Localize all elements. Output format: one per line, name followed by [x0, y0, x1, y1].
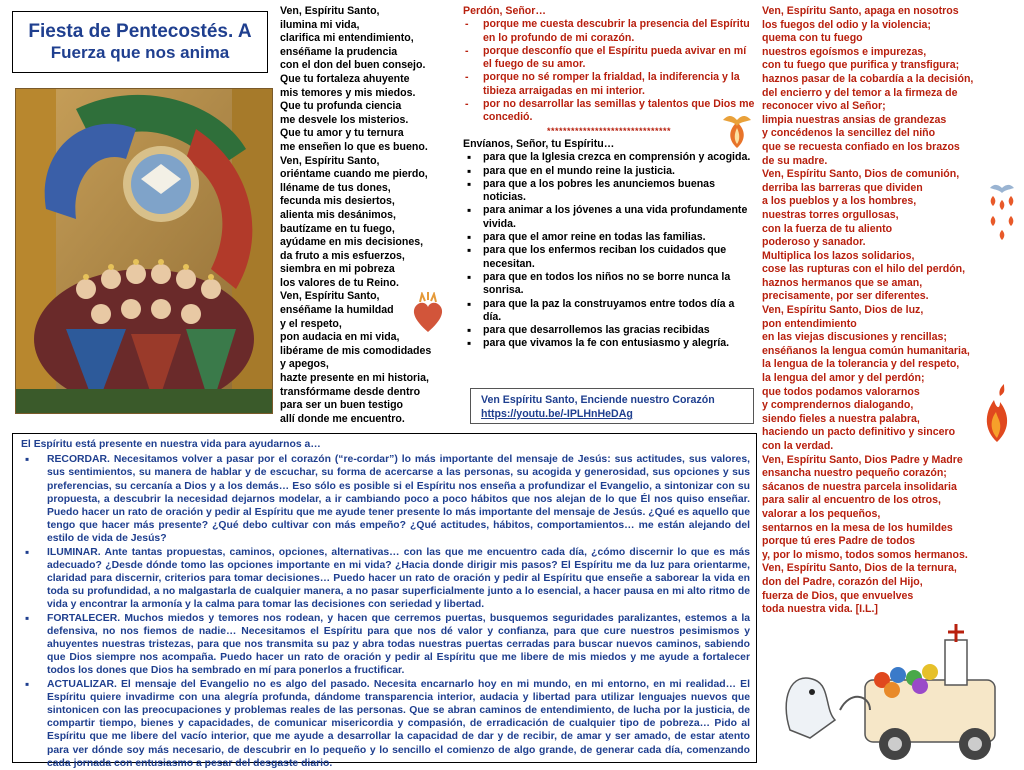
- prayer-line: mis temores y mis miedos.: [280, 86, 416, 99]
- prayer-line: Ven, Espíritu Santo,: [280, 5, 380, 17]
- prayer-line: los fuegos del odio y la violencia;: [762, 18, 931, 31]
- forgiveness-heading: Perdón, Señor…: [463, 5, 546, 17]
- prayer-line: allí donde me encuentro.: [280, 412, 405, 425]
- pentecost-illumination-image: [15, 88, 273, 414]
- prayer-line: sentarnos en la mesa de los humildes: [762, 521, 953, 534]
- prayer-line: con la verdad.: [762, 440, 834, 452]
- prayer-line: y, por lo mismo, todos somos hermanos.: [762, 548, 968, 561]
- list-item: ▪ RECORDAR. Necesitamos volver a pasar por el corazón (“re-cordar”) lo más importante del mensaje de Jesús: sus actitudes, sus valores, sus sentimientos, su manera de hablar y de escuchar, su forma de acercarse a las personas, su acogida y generosidad, sus opciones y sus preferencias, su cercanía a Dios y a los demás… Eso sólo es posible si el Espíritu nos enseña a profundizar el Evangelio, a sintonizar con su propuesta, a descubrir la necesidad dejarnos modelar, a ir cambiando poco a poco hábitos que nos alejan de lo que Él nos quiso enseñar. Puedo hacer un rato de oración y pedir al Espíritu que me ayude tener presente lo más importante del mensaje de Jesús. ¿Qué es aquello que tengo que hacer más presente? ¿Qué debo cultivar con más empeño? ¿Qué actitudes, hábitos, comportamientos… me están alejando del estilo de vida de Jesús?: [21, 453, 750, 545]
- forgiveness-list: [463, 18, 755, 124]
- prayer-line: Multiplica los lazos solidarios,: [762, 249, 915, 262]
- list-item: ▪ para que en todos los niños no se borre nunca la sonrisa.: [463, 271, 755, 298]
- prayer-line: enséñanos la lengua común humanitaria,: [762, 344, 970, 357]
- prayer-line: don del Padre, corazón del Hijo,: [762, 575, 923, 588]
- prayer-line: que se recuesta confiado en los brazos: [762, 140, 960, 153]
- list-item: - porque no sé romper la frialdad, la indiferencia y la tibieza arraigadas en mi interior.: [463, 71, 755, 98]
- prayer-line: derriba las barreras que dividen: [762, 181, 923, 194]
- prayer-column-1: [280, 5, 458, 426]
- reflection-box: [12, 433, 757, 769]
- list-item: ▪ ILUMINAR. Ante tantas propuestas, caminos, opciones, alternativas… con las que me encuentro cada día, ¿cómo discernir lo que es más adecuado? ¿Desde dónde tomo las opciones importante en mi vida? ¿Hacia donde dirigir mis pasos? El Espíritu me da luz para orientarme, claridad para discernir, criterios para tomar decisiones… Puedo hacer un rato de oración y pedir al Espíritu que enseñe a saborear la vida en toda su profundidad, a no malgastarla de cualquier manera, a no pasar superficialmente junto a lo esencial, a hacer pausa en mi alto ritmo de vida y encontrar la armonía y la calma para tomar las decisiones con seriedad y libertad.: [21, 546, 750, 612]
- petitions-list: [463, 151, 755, 350]
- prayer-line: Ven, Espíritu Santo, Dios de luz,: [762, 304, 924, 317]
- reflection-list: [21, 453, 750, 770]
- prayer-line: precisamente, por ser diferentes.: [762, 290, 929, 303]
- prayer-line: limpia nuestras ansias de grandezas: [762, 113, 947, 126]
- prayer-line: ensancha nuestro pequeño corazón;: [762, 467, 947, 480]
- prayer-line: nuestras torres orgullosas,: [762, 208, 899, 221]
- prayer-line: valorar a los pequeños,: [762, 507, 881, 520]
- prayer-line: y comprendernos dialogando,: [762, 399, 914, 412]
- video-title: Ven Espíritu Santo, Enciende nuestro Corazón: [481, 394, 715, 406]
- prayer-line: lléname de tus dones,: [280, 181, 391, 194]
- prayer-line: fecunda mis desiertos,: [280, 195, 395, 208]
- prayer-line: de su madre.: [762, 154, 828, 167]
- prayer-line: me enseñen lo que es bueno.: [280, 140, 428, 153]
- prayer-line: con el don del buen consejo.: [280, 59, 426, 72]
- prayer-line: hazte presente en mi historia,: [280, 372, 429, 385]
- list-item: ▪ para que la Iglesia crezca en comprensión y acogida.: [463, 151, 755, 164]
- prayer-line: y el respeto,: [280, 317, 342, 330]
- video-box: [470, 388, 754, 424]
- prayer-line: haznos pasar de la cobardía a la decisión,: [762, 72, 974, 85]
- prayer-line: enséñame la prudencia: [280, 45, 398, 58]
- prayer-line: nuestros egoísmos e impurezas,: [762, 45, 927, 58]
- petitions-heading: Envíanos, Señor, tu Espíritu…: [463, 137, 615, 150]
- list-item: ▪ FORTALECER. Muchos miedos y temores nos rodean, y hacen que cerremos puertas, busquemos seguridades paralizantes, estemos a la defensiva, no nos fiemos de nadie… Necesitamos el Espíritu para que nos dé valor y confianza, para que cure nuestros pesimismos y ahuyentes nuestras tristezas, para que nos transmita su paz y abra todas nuestras puertas cerradas para buscar nuevos caminos, sabiendo que Dios siempre nos acompaña. Puedo hacer un rato de oración y pedir al Espíritu que me libere de mis miedos y me ayude a fortalecer todos los dones que Dios ha sembrado en mí para ponerlos a fructificar.: [21, 612, 750, 678]
- dove-flame-icon: [720, 108, 754, 155]
- prayer-column-3: [762, 5, 1012, 617]
- prayer-line: ayúdame en mis decisiones,: [280, 236, 424, 249]
- separator-stars: *******************************: [546, 125, 672, 136]
- list-item: - por no desarrollar las semillas y talentos que Dios me concedió.: [463, 98, 755, 125]
- prayer-line: Ven, Espíritu Santo, Dios Padre y Madre: [762, 453, 963, 466]
- prayer-line: Ven, Espíritu Santo, apaga en nosotros: [762, 5, 959, 17]
- prayer-line: para salir al encuentro de los otros,: [762, 494, 941, 507]
- prayer-line: siembra en mi pobreza: [280, 263, 395, 276]
- prayer-line: Que tu profunda ciencia: [280, 100, 402, 113]
- prayer-line: Ven, Espíritu Santo,: [280, 154, 380, 167]
- list-item: ▪ para que la paz la construyamos entre todos día a día.: [463, 298, 755, 325]
- prayer-line: transfórmame desde dentro: [280, 385, 421, 398]
- prayer-line: oriéntame cuando me pierdo,: [280, 168, 428, 181]
- prayer-line: y concédenos la sencillez del niño: [762, 127, 936, 140]
- reflection-intro: El Espíritu está presente en nuestra vida para ayudarnos a…: [21, 439, 321, 450]
- prayer-line: siendo fieles a nuestra palabra,: [762, 412, 920, 425]
- prayer-line: alienta mis desánimos,: [280, 208, 396, 221]
- prayer-line: quema con tu fuego: [762, 32, 863, 45]
- prayer-line: la lengua de la tolerancia y del respeto,: [762, 358, 960, 371]
- list-item: ▪ para que vivamos la fe con entusiasmo y alegría.: [463, 337, 755, 350]
- prayer-line: pon entendimiento: [762, 317, 857, 330]
- prayer-line: a los pueblos y a los hombres,: [762, 195, 917, 208]
- prayer-line: bautízame en tu fuego,: [280, 222, 395, 235]
- video-link[interactable]: https://youtu.be/-IPLHnHeDAg: [481, 408, 633, 420]
- list-item: ▪ para que los enfermos reciban los cuidados que necesitan.: [463, 244, 755, 271]
- prayer-line: cose las rupturas con el hilo del perdón,: [762, 263, 966, 276]
- prayer-line: y apegos,: [280, 358, 329, 371]
- prayer-line: Ven, Espíritu Santo, Dios de la ternura,: [762, 562, 957, 575]
- list-item: ▪ para que en el mundo reine la justicia.: [463, 165, 755, 178]
- prayer-line: enséñame la humildad: [280, 304, 394, 317]
- list-item: - porque me cuesta descubrir la presencia del Espíritu en lo profundo de mi corazón.: [463, 18, 755, 45]
- prayer-line: ilumina mi vida,: [280, 18, 360, 31]
- flaming-heart-icon: [408, 292, 448, 339]
- prayer-line: fuerza de Dios, que envuelves: [762, 589, 914, 602]
- prayer-line: libérame de mis comodidades: [280, 344, 432, 357]
- list-item: ▪ para que el amor reine en todas las familias.: [463, 231, 755, 244]
- title-box: [12, 11, 268, 73]
- prayer-column-2: [463, 5, 755, 351]
- prayer-line: me desvele los misterios.: [280, 113, 409, 126]
- list-item: ▪ para que a los pobres les anunciemos buenas noticias.: [463, 178, 755, 205]
- prayer-line: porque tú eres Padre de todos: [762, 535, 916, 548]
- list-item: ▪ para animar a los jóvenes a una vida profundamente vivida.: [463, 204, 755, 231]
- page-title: Fiesta de Pentecostés. A: [28, 21, 252, 42]
- prayer-line: poderoso y sanador.: [762, 236, 866, 249]
- prayer-line: Ven, Espíritu Santo,: [280, 290, 380, 303]
- prayer-line: en las viejas discusiones y rencillas;: [762, 331, 947, 344]
- list-item: - porque desconfío que el Espíritu pueda avivar en mí el fuego de su amor.: [463, 45, 755, 72]
- prayer-line: haznos hermanos que se aman,: [762, 276, 923, 289]
- page-subtitle: Fuerza que nos anima: [50, 43, 230, 62]
- prayer-line: da fruto a mis esfuerzos,: [280, 249, 405, 262]
- prayer-line: Que tu fortaleza ahuyente: [280, 72, 410, 85]
- prayer-line: reconocer vivo al Señor;: [762, 100, 886, 113]
- cartoon-cart-illustration: [770, 620, 1020, 770]
- prayer-line: pon audacia en mi vida,: [280, 331, 400, 344]
- prayer-line: los valores de tu Reino.: [280, 276, 399, 289]
- list-item: ▪ para que desarrollemos las gracias recibidas: [463, 324, 755, 337]
- prayer-line: con tu fuego que purifica y transfigura;: [762, 59, 960, 72]
- prayer-line: del encierro y del temor a la firmeza de: [762, 86, 958, 99]
- prayer-line: sácanos de nuestra parcela insolidaria: [762, 480, 957, 493]
- prayer-line: que todos podamos valorarnos: [762, 385, 920, 398]
- prayer-line: toda nuestra vida. [I.L.]: [762, 603, 878, 616]
- prayer-line: Ven, Espíritu Santo, Dios de comunión,: [762, 168, 960, 181]
- prayer-line: para ser un buen testigo: [280, 399, 404, 412]
- prayer-line: la lengua del amor y del perdón;: [762, 372, 925, 385]
- prayer-line: con la fuerza de tu aliento: [762, 222, 893, 235]
- prayer-line: haciendo un pacto definitivo y sincero: [762, 426, 956, 439]
- prayer-line: clarifica mi entendimiento,: [280, 32, 414, 45]
- prayer-line: Que tu amor y tu ternura: [280, 127, 404, 140]
- list-item: ▪ ACTUALIZAR. El mensaje del Evangelio no es algo del pasado. Necesita encarnarlo hoy en mi mundo, en mi entorno, en mi realidad… El Espíritu quiere invadirme con una alegría profunda, dándome transparencia interior, audacia y libertad para utilizar lenguajes nuevos que sintonicen con las preocupaciones y problemas reales de las personas. Que se abran caminos de entendimiento, de lucha por la justicia, de compartir tiempo, bienes y capacidades, de comunicar misericordia y compasión, de erradicación de cualquier tipo de pobreza… Pido al Espíritu que me libere del vacío interior, que me ayude a desarrollar la capacidad de dar y de recibir, de amar y ser amado, de estar atento para ver dónde soy más necesario, de descubrir en lo pequeño y lo sencillo el comienzo de algo grande, de generar cada día, comenzando cada jornada con entusiasmo a pesar del desgaste diario.: [21, 678, 750, 770]
